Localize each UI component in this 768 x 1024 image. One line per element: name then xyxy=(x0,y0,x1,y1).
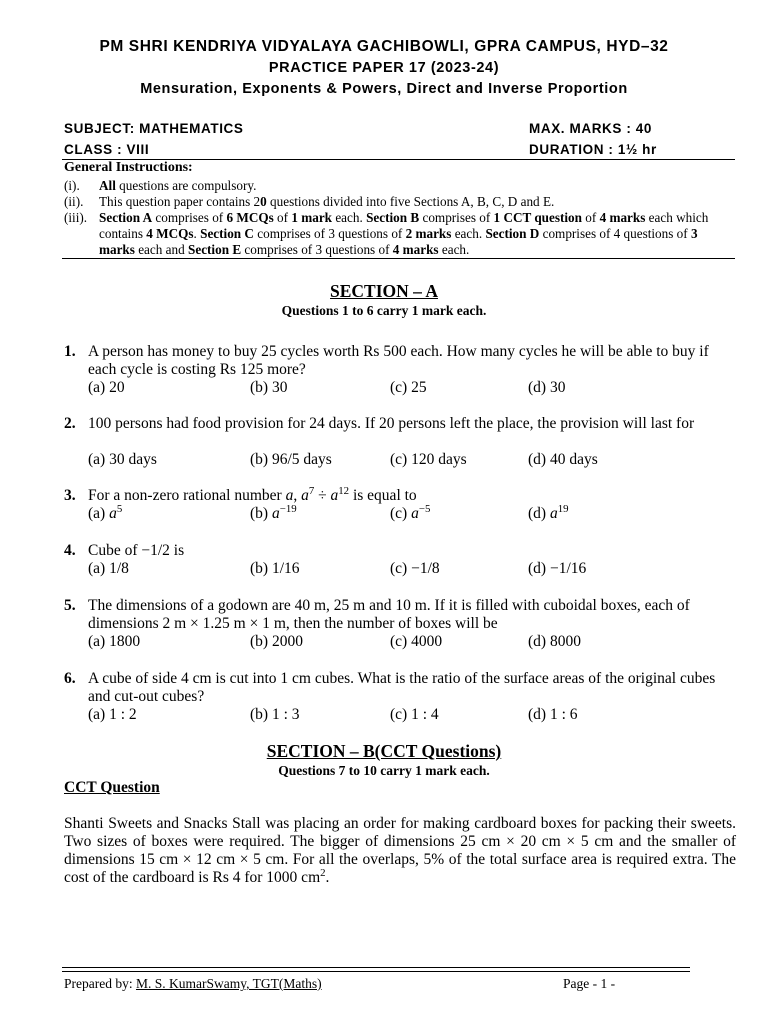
instruction-text: All questions are compulsory. xyxy=(99,178,257,193)
instructions-title: General Instructions: xyxy=(64,160,193,175)
section-b-title: SECTION – B(CCT Questions) xyxy=(266,741,502,761)
section-a-title: SECTION – A xyxy=(330,281,438,301)
duration-label: DURATION : 1½ hr xyxy=(529,142,657,157)
footer-rule-bottom xyxy=(62,971,690,972)
option-d: (d) 30 xyxy=(528,379,566,396)
section-b-subtitle: Questions 7 to 10 carry 1 mark each. xyxy=(278,763,490,778)
option-c: (c) 25 xyxy=(390,379,427,396)
option-d: (d) 40 days xyxy=(528,451,598,468)
option-d: (d) 1 : 6 xyxy=(528,706,578,723)
cct-passage: Shanti Sweets and Snacks Stall was placing an order for making cardboard boxes for packing their sweets. Two sizes of boxes were required. The bigger of dimensions 25 cm × 20 cm × 5 cm and the smaller of dimensions 15 cm × 12 cm × 5 cm. For all the overlaps, 5% of the total surface area is required extra. The cost of the cardboard is Rs 4 for 1000 $cm^2$. xyxy=(64,815,736,886)
author-name: M. S. KumarSwamy, TGT(Maths) xyxy=(135,976,322,991)
option-b: (b) 2000 xyxy=(250,633,303,650)
option-a: (a) 1/8 xyxy=(88,560,129,577)
option-a: (a) 1 : 2 xyxy=(88,706,137,723)
options-row xyxy=(88,633,736,651)
question-text: 100 persons had food provision for 24 days. If 20 persons left the place, the provision will last for xyxy=(88,415,695,432)
option-c: (c) 1 : 4 xyxy=(390,706,439,723)
option-b: (b) 1/16 xyxy=(250,560,300,577)
option-d: (d) 8000 xyxy=(528,633,581,650)
instructions-divider xyxy=(62,258,735,259)
question-text: A cube of side 4 cm is cut into 1 cm cubes. What is the ratio of the surface areas of the original cubes and cut-out cubes? xyxy=(88,670,716,705)
option-c: (c) −1/8 xyxy=(390,560,440,577)
question-text: A person has money to buy 25 cycles worth Rs 500 each. How many cycles he will be able to buy if each cycle is costing Rs 125 more? xyxy=(88,343,709,378)
option-a: (a) $a^5$ xyxy=(88,502,123,522)
option-a: (a) 20 xyxy=(88,379,125,396)
question-number: 1. xyxy=(64,343,76,360)
question-number: 5. xyxy=(64,597,76,614)
question-text: For a non-zero rational number a, $a^7 \div a^{12}$ is equal to xyxy=(88,484,417,504)
option-b: (b) 96/5 days xyxy=(250,451,332,468)
instruction-number: (iii). xyxy=(64,210,88,225)
instruction-text: Section A comprises of 6 MCQs of 1 mark each. Section B comprises of 1 CCT question of 4 marks each which contains 4 MCQs. Section C comprises of 3 questions of 2 marks each. Section D comprises of 4 questions of 3 marks each and Section E comprises of 3 questions of 4 marks each. xyxy=(99,210,709,257)
school-name: PM SHRI KENDRIYA VIDYALAYA GACHIBOWLI, GPRA CAMPUS, HYD–32 xyxy=(99,38,669,55)
max-marks-label: MAX. MARKS : 40 xyxy=(529,121,653,136)
section-a-subtitle: Questions 1 to 6 carry 1 mark each. xyxy=(281,303,487,318)
options-row xyxy=(88,451,736,469)
paper-title: PRACTICE PAPER 17 (2023-24) xyxy=(268,60,500,76)
footer-prepared-by xyxy=(64,976,322,992)
question-number: 2. xyxy=(64,415,76,432)
question-text: Cube of −1/2 is xyxy=(88,542,185,559)
option-d: (d) $a^{19}$ xyxy=(528,502,569,522)
question-number: 6. xyxy=(64,670,76,687)
question-text: The dimensions of a godown are 40 m, 25 m and 10 m. If it is filled with cuboidal boxes, each of dimensions 2 m × 1.25 m × 1 m, then the number of boxes will be xyxy=(88,597,690,632)
option-b: (b) 30 xyxy=(250,379,288,396)
footer-rule-top xyxy=(62,967,690,968)
prepared-label: Prepared by: xyxy=(64,976,136,991)
instruction-number: (ii). xyxy=(64,194,84,209)
instruction-text: This question paper contains 20 questions divided into five Sections A, B, C, D and E. xyxy=(99,194,555,209)
option-c: (c) 120 days xyxy=(390,451,467,468)
question-number: 3. xyxy=(64,487,76,504)
cct-heading: CCT Question xyxy=(64,779,160,796)
option-d: (d) −1/16 xyxy=(528,560,587,577)
option-b: (b) 1 : 3 xyxy=(250,706,300,723)
topics-line: Mensuration, Exponents & Powers, Direct and Inverse Proportion xyxy=(140,81,628,97)
option-b: (b) $a^{-19}$ xyxy=(250,502,297,522)
option-a: (a) 1800 xyxy=(88,633,141,650)
options-row xyxy=(88,706,736,724)
options-row xyxy=(88,379,736,397)
option-c: (c) 4000 xyxy=(390,633,443,650)
option-a: (a) 30 days xyxy=(88,451,157,468)
class-label: CLASS : VIII xyxy=(64,142,150,157)
options-row xyxy=(88,502,736,523)
options-row xyxy=(88,560,736,578)
question-number: 4. xyxy=(64,542,76,559)
subject-label: SUBJECT: MATHEMATICS xyxy=(64,121,244,136)
option-c: (c) $a^{-5}$ xyxy=(390,502,431,522)
page-number: Page - 1 - xyxy=(563,976,616,991)
instruction-number: (i). xyxy=(64,178,80,193)
